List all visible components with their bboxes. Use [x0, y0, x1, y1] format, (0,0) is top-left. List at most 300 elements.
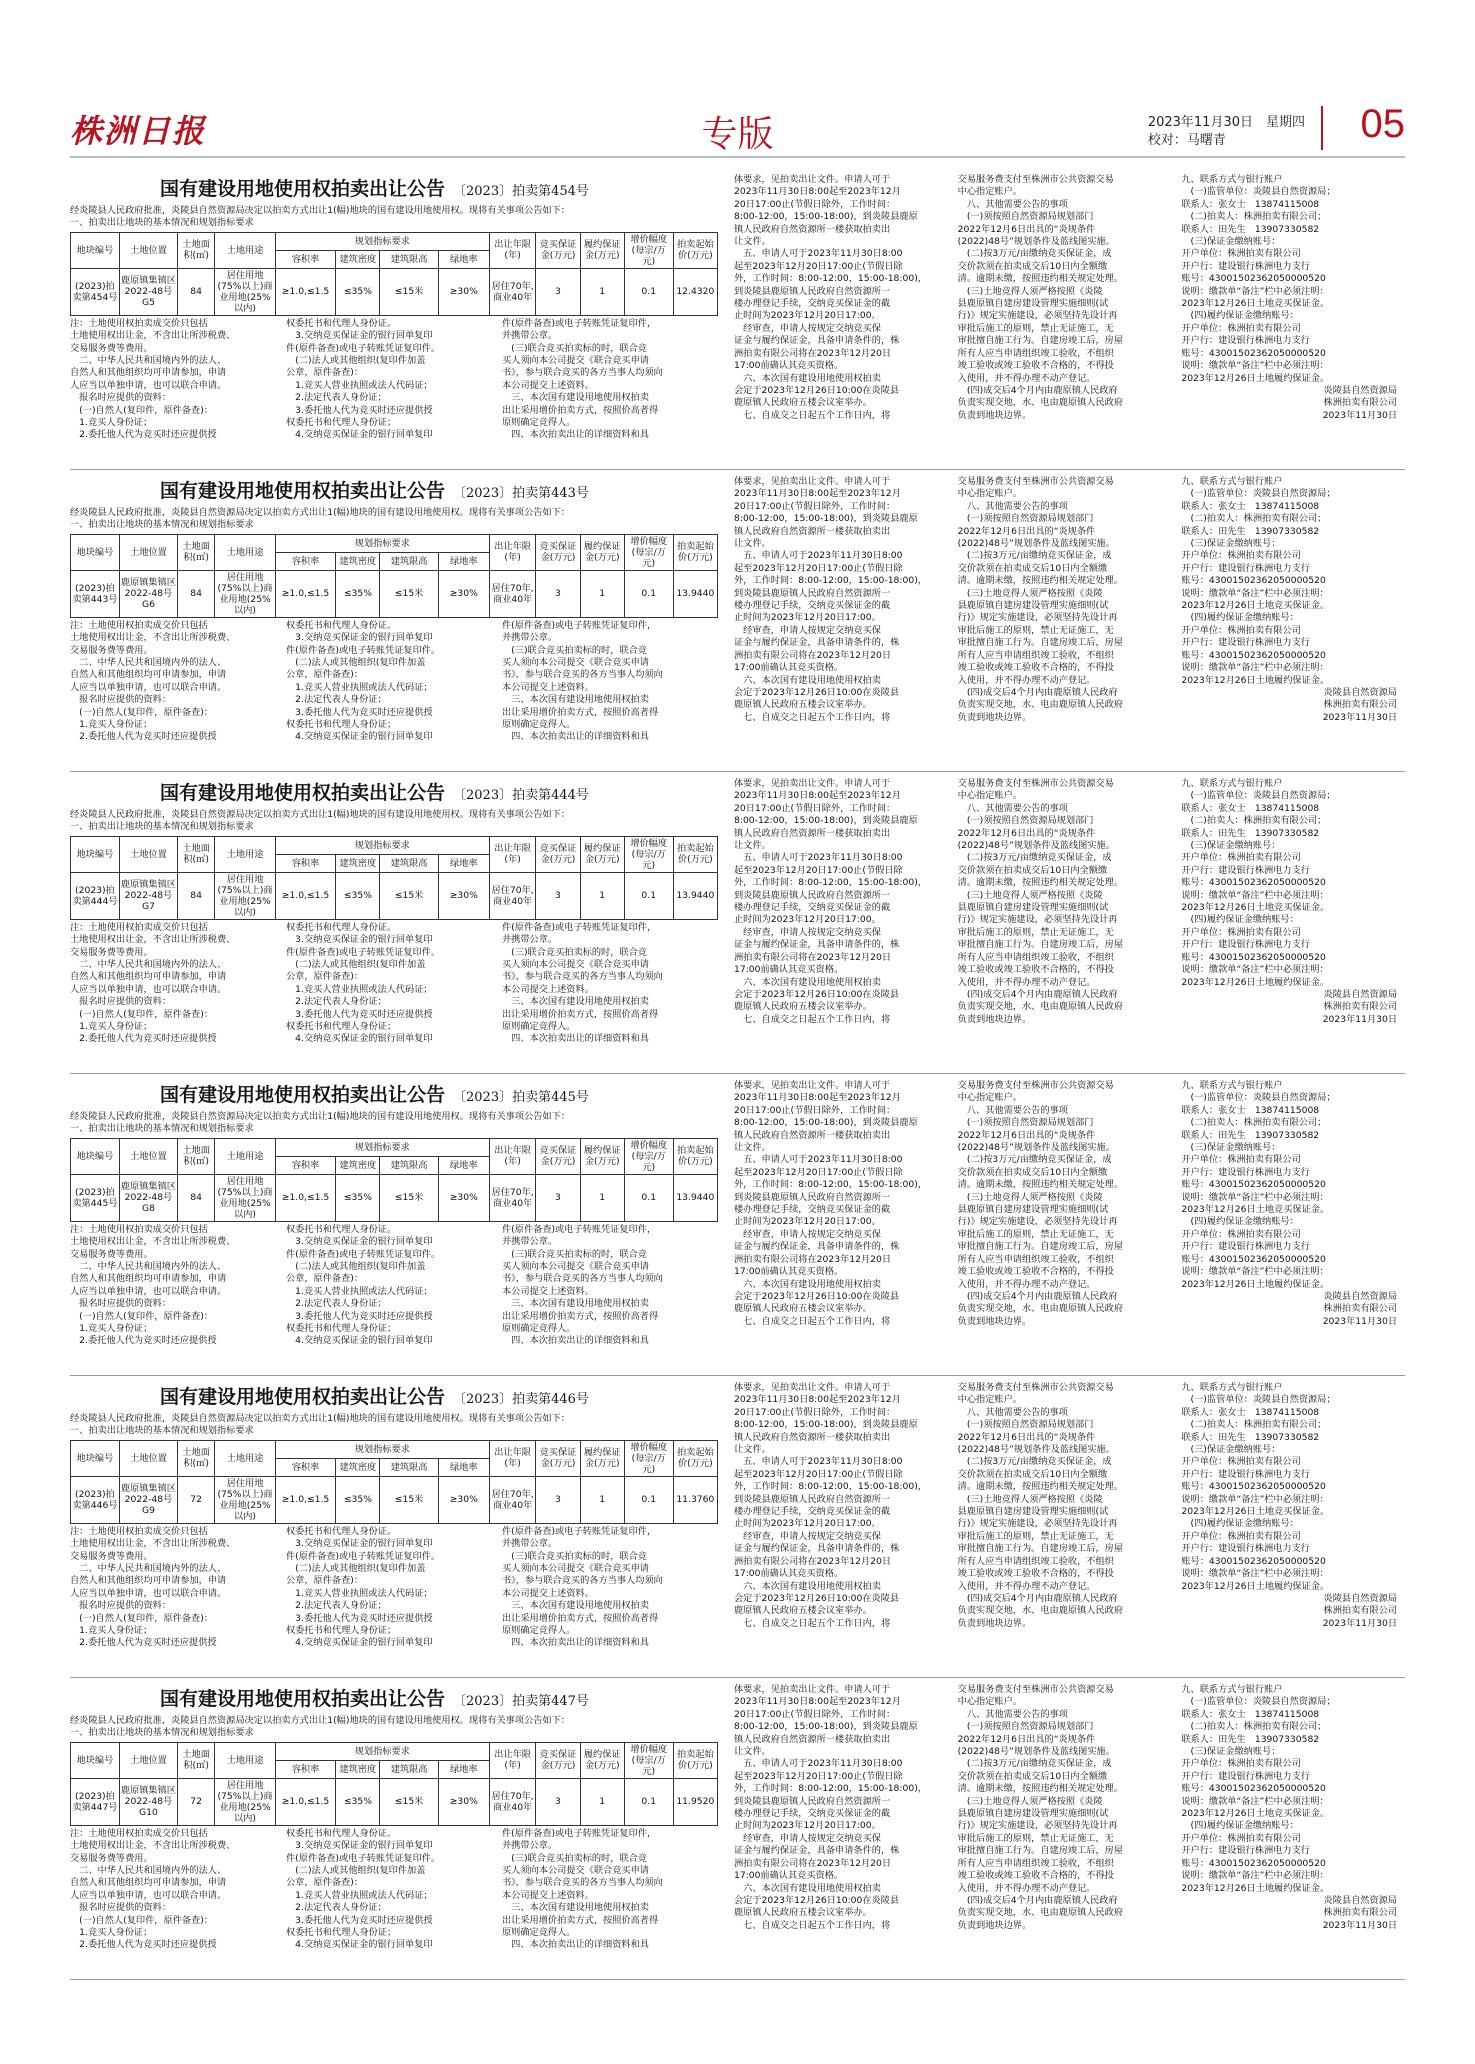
text-line: 2.法定代表人身份证；	[286, 694, 387, 706]
text-line: 17:00前确认其竞买资格。	[734, 662, 844, 674]
text-line: 中心指定账户。	[957, 1394, 1022, 1406]
notice-intro: 经炎陵县人民政府批准，炎陵县自然资源局决定以拍卖方式出让1(幅)地块的国有建设用地使用权。现将有关事项公告如下：	[70, 809, 570, 820]
text-line: 开户行：建设银行株洲电力支行	[1181, 637, 1310, 649]
table-cell: ≤15米	[380, 1174, 438, 1221]
table-header-cell: 竞买保证金(万元)	[536, 1440, 580, 1476]
text-line: 3.委托他人代为竞买时还应提供授	[286, 706, 433, 718]
text-line: 买人须向本公司提交《联合竞买申请	[502, 657, 649, 669]
table-header-cell: 拍卖起始价(万元)	[673, 836, 717, 872]
table-cell: 鹿原镇集镇区2022-48号G9	[119, 1476, 177, 1523]
text-line: 自然人和其他组织均可申请参加，申请	[70, 971, 227, 983]
text-line: 8:00-12:00，15:00-18:00)，到炎陵县鹿原	[734, 1117, 918, 1129]
signature-line: 株洲拍卖有限公司	[1323, 699, 1398, 711]
text-line: (二)拍卖人：株洲拍卖有限公司；	[1181, 1117, 1327, 1129]
text-line: 土地使用权出让金，不含出让所涉税费、	[70, 330, 236, 342]
text-line: 二、中华人民共和国境内外的法人、	[70, 1261, 227, 1273]
table-cell: 0.1	[624, 1174, 673, 1221]
text-line: 五、申请人可于2023年11月30日8:00	[734, 1456, 903, 1468]
text-column	[70, 1828, 286, 1952]
signature-line: 2023年11月30日	[1322, 409, 1398, 421]
text-line: (四)成交后4个月内由鹿原镇人民政府	[957, 1290, 1118, 1302]
table-header-cell: 履约保证金(万元)	[580, 836, 624, 872]
text-line: 五、申请人可于2023年11月30日8:00	[734, 852, 903, 864]
text-line: 2.委托他人代为竞买时还应提供授	[70, 1939, 217, 1951]
text-line: 外，工作时间：8:00-12:00，15:00-18:00)，	[734, 1783, 927, 1795]
text-line: 开户单位：株洲拍卖有限公司	[1181, 1456, 1301, 1468]
text-line: 三、本次国有建设用地使用权拍卖	[502, 996, 649, 1008]
table-row	[71, 872, 718, 919]
table-header-cell: 地块编号	[71, 1440, 120, 1476]
text-line: 并携带公章。	[502, 1236, 558, 1248]
text-line: 说明：缴款单“备注”栏中必须注明：	[1181, 964, 1329, 976]
text-line: 八、其他需要公告的事项	[957, 1406, 1068, 1418]
text-line: (一)监管单位：炎陵县自然资源局；	[1181, 488, 1336, 500]
text-line: 2.委托他人代为竞买时还应提供授	[70, 429, 217, 441]
table-header-cell: 竞买保证金(万元)	[536, 1742, 580, 1778]
table-cell: 居住70年,商业40年	[489, 1778, 536, 1825]
signature-line: 2023年11月30日	[1322, 1617, 1398, 1629]
text-line: 件(原件备查)或电子转账凭证复印件，	[502, 1525, 657, 1537]
text-line: 四、本次拍卖出让的详细资料和具	[502, 1637, 649, 1649]
text-column	[1181, 1684, 1405, 1932]
text-line: 楼办理登记手续，交纳竞买保证金的截	[734, 1506, 891, 1518]
text-line: 九、联系方式与银行账户	[1181, 174, 1283, 185]
text-line: 2023年12月26日土地竞买保证金。	[1181, 1506, 1330, 1518]
table-header-cell: 土地位置	[119, 836, 177, 872]
text-line: 原则确定竞得人。	[502, 1021, 576, 1033]
text-line: 20日17:00止(节假日除外，工作时间：	[734, 1708, 896, 1720]
text-line: 账号：43001502362050000520	[1181, 1783, 1326, 1795]
text-line: 3.委托他人代为竞买时还应提供授	[286, 1612, 433, 1624]
text-line: (三)土地竞得人须严格按照《炎陵	[957, 1795, 1103, 1807]
text-line: 书》，参与联合竞买的各方当事人均须向	[502, 1877, 663, 1889]
table-cell: 居住用地(75%以上)商业用地(25%以内)	[215, 570, 276, 617]
text-line: 人应当以单独申请，也可以联合申请。	[70, 379, 227, 391]
text-line: 件(原件备查)或电子转账凭证复印件。	[286, 342, 441, 354]
text-line: 17:00前确认其竞买资格。	[734, 1870, 844, 1882]
text-line: 账号：43001502362050000520	[1181, 273, 1326, 285]
table-cell: 居住70年,商业40年	[489, 570, 536, 617]
text-line: 竣工验收或竣工验收不合格的，不得投	[957, 1266, 1114, 1278]
text-line: 四、本次拍卖出让的详细资料和具	[502, 1033, 649, 1045]
text-line: 审批后施工的原则，禁止无证施工，无	[957, 322, 1114, 334]
table-cell: 3	[536, 1476, 580, 1523]
text-line: 2023年12月26日土地履约保证金。	[1181, 1882, 1330, 1894]
text-column	[958, 1382, 1182, 1630]
notice-title	[70, 1080, 718, 1107]
text-line: 3.交纳竞买保证金的银行回单复印	[286, 1538, 433, 1550]
text-line: 原则确定竞得人。	[502, 417, 576, 429]
text-line: 书》，参与联合竞买的各方当事人均须向	[502, 367, 663, 379]
text-line: 入使用，并不得办理不动产登记。	[957, 1882, 1096, 1894]
text-line: 2023年12月26日土地履约保证金。	[1181, 976, 1330, 988]
text-line: 开户行：建设银行株洲电力支行	[1181, 1845, 1310, 1857]
text-line: 20日17:00止(节假日除外，工作时间：	[734, 198, 896, 210]
notice-left-column	[70, 1080, 718, 1348]
table-cell: ≤35%	[336, 1778, 380, 1825]
text-line: 20日17:00止(节假日除外，工作时间：	[734, 1104, 896, 1116]
text-line: 账号：43001502362050000520	[1181, 347, 1326, 359]
text-column	[958, 1684, 1182, 1932]
notice-section-heading: 一、拍卖出让地块的基本情况和规划指标要求	[70, 519, 254, 531]
text-line: 行)》规定实施建设，必须坚持先设计再	[957, 310, 1118, 322]
text-line: 三、本次国有建设用地使用权拍卖	[502, 392, 649, 404]
table-header-cell: 地块编号	[71, 534, 120, 570]
table-cell: 1	[580, 872, 624, 919]
text-line: 负责到地块边界。	[957, 1617, 1032, 1629]
table-cell: (2023)拍卖第447号	[71, 1778, 120, 1825]
notice-right-column	[734, 174, 1405, 422]
notice-title	[70, 778, 718, 805]
text-line: (二)按3万元/亩缴纳竞买保证金，成	[957, 852, 1112, 864]
text-line: 2022年12月6日出具的“炎规条件	[957, 827, 1096, 839]
table-cell: 居住用地(75%以上)商业用地(25%以内)	[215, 1174, 276, 1221]
text-line: 负责到地块边界。	[957, 711, 1032, 723]
table-cell: 3	[536, 872, 580, 919]
text-line: (二)拍卖人：株洲拍卖有限公司；	[1181, 513, 1327, 525]
text-line: 九、联系方式与银行账户	[1181, 1080, 1283, 1091]
text-line: (二)按3万元/亩缴纳竞买保证金，成	[957, 1758, 1112, 1770]
text-line: 1.竞买人营业执照或法人代码证；	[286, 1285, 433, 1297]
text-line: 买人须向本公司提交《联合竞买申请	[502, 1865, 649, 1877]
text-line: 会定于2023年12月26日10:00在炎陵县	[734, 1592, 900, 1604]
text-line: 书》，参与联合竞买的各方当事人均须向	[502, 669, 663, 681]
text-line: 行)》规定实施建设，必须坚持先设计再	[957, 612, 1118, 624]
notice-section-heading: 一、拍卖出让地块的基本情况和规划指标要求	[70, 1727, 254, 1739]
text-line: (一)自然人(复印件，原件备查)：	[70, 1310, 213, 1322]
text-line: 二、中华人民共和国境内外的法人、	[70, 1563, 227, 1575]
text-line: 中心指定账户。	[957, 488, 1022, 500]
text-line: (一)监管单位：炎陵县自然资源局；	[1181, 1092, 1336, 1104]
text-line: (三)土地竞得人须严格按照《炎陵	[957, 285, 1103, 297]
table-header-cell: 地块编号	[71, 1742, 120, 1778]
text-line: 说明：缴款单“备注”栏中必须注明：	[1181, 285, 1329, 297]
text-line: 账号：43001502362050000520	[1181, 1253, 1326, 1265]
text-line: 20日17:00止(节假日除外，工作时间：	[734, 802, 896, 814]
text-line: 入使用，并不得办理不动产登记。	[957, 976, 1096, 988]
text-line: 自然人和其他组织均可申请参加，申请	[70, 669, 227, 681]
text-line: 说明：缴款单“备注”栏中必须注明：	[1181, 889, 1329, 901]
text-column	[734, 1684, 958, 1932]
text-line: 1.竞买人身份证；	[70, 1021, 153, 1033]
text-line: 让文件。	[734, 538, 771, 550]
text-line: 负责实现交地，水、电由鹿原镇人民政府	[957, 397, 1124, 409]
text-line: 1.竞买人身份证；	[70, 417, 153, 429]
table-row	[71, 570, 718, 617]
text-line: 并携带公章。	[502, 1538, 558, 1550]
signature-line: 2023年11月30日	[1322, 1013, 1398, 1025]
text-line: 竣工验收或竣工验收不合格的，不得投	[957, 360, 1114, 372]
text-line: 开户单位：株洲拍卖有限公司	[1181, 1228, 1301, 1240]
text-line: 4.交纳竞买保证金的银行回单复印	[286, 1335, 433, 1347]
text-line: 让文件。	[734, 840, 771, 852]
text-line: 账号：43001502362050000520	[1181, 1857, 1326, 1869]
text-line: (二)拍卖人：株洲拍卖有限公司；	[1181, 211, 1327, 223]
table-header-cell: 竞买保证金(万元)	[536, 534, 580, 570]
table-cell: (2023)拍卖第454号	[71, 268, 120, 315]
table-header-cell: 土地面积(㎡)	[178, 1138, 215, 1174]
text-column	[286, 1526, 502, 1650]
text-column	[734, 476, 958, 724]
text-line: (四)成交后4个月内由鹿原镇人民政府	[957, 384, 1118, 396]
text-line: 中心指定账户。	[957, 1696, 1022, 1708]
table-cell: ≤35%	[336, 1476, 380, 1523]
signature-line: 2023年11月30日	[1322, 711, 1398, 723]
text-line: 8:00-12:00，15:00-18:00)，到炎陵县鹿原	[734, 211, 918, 223]
text-line: 开户行：建设银行株洲电力支行	[1181, 1166, 1310, 1178]
text-line: 件(原件备查)或电子转账凭证复印件，	[502, 1827, 657, 1839]
table-cell: 3	[536, 570, 580, 617]
text-line: (一)自然人(复印件，原件备查)：	[70, 1612, 213, 1624]
table-subheader-cell: 容积率	[275, 1156, 336, 1174]
table-header-cell: 出让年限(年)	[489, 1440, 536, 1476]
table-header-cell: 增价幅度(每宗/万元)	[624, 1742, 673, 1778]
text-line: 七、自成交之日起五个工作日内，将	[734, 1013, 891, 1025]
text-line: 经审查，申请人按规定交纳竞买保	[734, 926, 881, 938]
text-line: 洲拍卖有限公司将在2023年12月20日	[734, 951, 892, 963]
text-line: (一)须按照自然资源局规划部门	[957, 1117, 1094, 1129]
text-line: 权委托书和代理人身份证。	[286, 619, 397, 631]
text-column	[502, 922, 718, 1046]
signature-line: 株洲拍卖有限公司	[1323, 1303, 1398, 1315]
table-cell: 84	[178, 1174, 215, 1221]
issue-date: 2023年11月30日 星期四	[1147, 115, 1305, 130]
signature-line: 炎陵县自然资源局	[1323, 384, 1398, 396]
notice-body-right	[734, 1382, 1405, 1630]
table-cell: 11.9520	[673, 1778, 717, 1825]
text-line: 洲拍卖有限公司将在2023年12月20日	[734, 1253, 892, 1265]
table-subheader-cell: 建筑密度	[336, 1156, 380, 1174]
table-cell: ≤35%	[336, 268, 380, 315]
text-line: (四)成交后4个月内由鹿原镇人民政府	[957, 686, 1118, 698]
text-line: 报名时应提供的资料：	[70, 1902, 172, 1914]
text-line: 鹿原镇人民政府五楼会议室举办。	[734, 1001, 872, 1013]
text-line: 交价款须在拍卖成交后10日内全额缴	[957, 1166, 1108, 1178]
table-cell: ≥1.0,≤1.5	[275, 268, 336, 315]
text-line: 审批擅自施工行为。自建房竣工后，房屋	[957, 335, 1124, 347]
text-line: 开户行：建设银行株洲电力支行	[1181, 939, 1310, 951]
text-line: (一)自然人(复印件，原件备查)：	[70, 404, 213, 416]
text-line: 联系人：田先生 13907330582	[1181, 1129, 1320, 1141]
text-line: (2022)48号”规划条件及蓝线图实施。	[957, 236, 1115, 248]
text-line: 注：土地使用权拍卖成交价只包括	[70, 1827, 208, 1839]
text-line: 行)》规定实施建设，必须坚持先设计再	[957, 1216, 1118, 1228]
text-column	[502, 318, 718, 442]
text-line: 所有人应当申请组织竣工验收，不组织	[957, 1555, 1114, 1567]
text-line: 20日17:00止(节假日除外，工作时间：	[734, 1406, 896, 1418]
text-line: (三)联合竞买拍卖标的时，联合竞	[502, 1852, 647, 1864]
text-line: 交易服务费等费用。	[70, 946, 153, 958]
text-line: (四)履约保证金缴纳账号：	[1181, 914, 1299, 926]
text-line: 开户行：建设银行株洲电力支行	[1181, 1543, 1310, 1555]
text-line: 到炎陵县鹿原镇人民政府自然资源所一	[734, 587, 891, 599]
table-header-cell: 竞买保证金(万元)	[536, 1138, 580, 1174]
text-line: 清。逾期未缴，按照违约相关规定处理。	[957, 1179, 1124, 1191]
table-subheader-cell: 绿地率	[438, 250, 489, 268]
table-header-cell: 规划指标要求	[275, 232, 489, 250]
parcel-table	[70, 1440, 718, 1524]
signature-line: 2023年11月30日	[1322, 1919, 1398, 1931]
table-header-cell: 土地用途	[215, 836, 276, 872]
text-line: 2023年11月30日8:00起至2023年12月	[734, 186, 901, 198]
table-cell: ≤15米	[380, 570, 438, 617]
table-cell: (2023)拍卖第443号	[71, 570, 120, 617]
table-cell: 居住用地(75%以上)商业用地(25%以内)	[215, 872, 276, 919]
table-cell: 鹿原镇集镇区2022-48号G5	[119, 268, 177, 315]
text-line: (二)法人或其他组织(复印件加盖	[286, 355, 426, 367]
table-cell: ≤35%	[336, 872, 380, 919]
text-line: (三)土地竞得人须严格按照《炎陵	[957, 1493, 1103, 1505]
text-line: (二)法人或其他组织(复印件加盖	[286, 657, 426, 669]
text-line: 审批擅自施工行为。自建房竣工后，房屋	[957, 1543, 1124, 1555]
text-line: 洲拍卖有限公司将在2023年12月20日	[734, 649, 892, 661]
notice-body-left	[70, 922, 718, 1046]
notice-intro: 经炎陵县人民政府批准，炎陵县自然资源局决定以拍卖方式出让1(幅)地块的国有建设用地使用权。现将有关事项公告如下：	[70, 205, 570, 216]
notice-left-column	[70, 1684, 718, 1952]
table-subheader-cell: 容积率	[275, 854, 336, 872]
text-column	[958, 778, 1182, 1026]
table-subheader-cell: 绿地率	[438, 1760, 489, 1778]
text-line: 六、本次国有建设用地使用权拍卖	[734, 1278, 881, 1290]
text-line: 会定于2023年12月26日10:00在炎陵县	[734, 384, 900, 396]
text-column	[286, 1224, 502, 1348]
table-row	[71, 1174, 718, 1221]
text-line: 负责到地块边界。	[957, 1013, 1032, 1025]
table-cell: (2023)拍卖第445号	[71, 1174, 120, 1221]
table-header-cell: 拍卖起始价(万元)	[673, 1742, 717, 1778]
table-cell: (2023)拍卖第446号	[71, 1476, 120, 1523]
table-cell: ≥1.0,≤1.5	[275, 570, 336, 617]
text-line: 二、中华人民共和国境内外的法人、	[70, 1865, 227, 1877]
signature-line: 炎陵县自然资源局	[1323, 1894, 1398, 1906]
table-header-cell: 增价幅度(每宗/万元)	[624, 534, 673, 570]
text-line: 权委托书和代理人身份证；	[286, 1021, 397, 1033]
table-subheader-cell: 建筑密度	[336, 552, 380, 570]
text-line: 审批后施工的原则，禁止无证施工，无	[957, 926, 1114, 938]
table-header-cell: 土地用途	[215, 534, 276, 570]
text-line: 3.交纳竞买保证金的银行回单复印	[286, 330, 433, 342]
text-line: 公章，原件备查)：	[286, 367, 364, 379]
text-line: 公章，原件备查)：	[286, 971, 364, 983]
text-line: 鹿原镇人民政府五楼会议室举办。	[734, 1605, 872, 1617]
table-header-cell: 土地位置	[119, 1138, 177, 1174]
text-line: 清。逾期未缴，按照违约相关规定处理。	[957, 273, 1124, 285]
text-line: 外，工作时间：8:00-12:00，15:00-18:00)，	[734, 877, 927, 889]
table-cell: 72	[178, 1778, 215, 1825]
parcel-table	[70, 232, 718, 316]
notice-body-right	[734, 476, 1405, 724]
notice-body-right	[734, 1080, 1405, 1328]
text-line: 8:00-12:00，15:00-18:00)，到炎陵县鹿原	[734, 1419, 918, 1431]
text-line: 20日17:00止(节假日除外，工作时间：	[734, 500, 896, 512]
text-line: (二)按3万元/亩缴纳竞买保证金，成	[957, 248, 1112, 260]
text-line: 报名时应提供的资料：	[70, 996, 172, 1008]
notice-number: 〔2023〕拍卖第454号	[453, 184, 589, 199]
text-line: (三)土地竞得人须严格按照《炎陵	[957, 587, 1103, 599]
text-line: 起至2023年12月20日17:00止(节假日除	[734, 1468, 903, 1480]
table-cell: 居住70年,商业40年	[489, 872, 536, 919]
table-cell: 居住用地(75%以上)商业用地(25%以内)	[215, 1778, 276, 1825]
text-line: (一)自然人(复印件，原件备查)：	[70, 706, 213, 718]
text-line: 起至2023年12月20日17:00止(节假日除	[734, 1770, 903, 1782]
text-line: (一)须按照自然资源局规划部门	[957, 815, 1094, 827]
text-line: 并携带公章。	[502, 1840, 558, 1852]
text-line: 经审查，申请人按规定交纳竞买保	[734, 1530, 881, 1542]
text-line: 负责实现交地，水、电由鹿原镇人民政府	[957, 1605, 1124, 1617]
text-line: 到炎陵县鹿原镇人民政府自然资源所一	[734, 1191, 891, 1203]
notice-body-left	[70, 318, 718, 442]
text-line: 8:00-12:00，15:00-18:00)，到炎陵县鹿原	[734, 815, 918, 827]
text-line: 2.委托他人代为竞买时还应提供授	[70, 1637, 217, 1649]
text-line: 楼办理登记手续，交纳竞买保证金的截	[734, 600, 891, 612]
table-header-cell: 土地面积(㎡)	[178, 836, 215, 872]
text-line: 联系人：张女士 13874115008	[1181, 198, 1320, 210]
text-line: 经审查，申请人按规定交纳竞买保	[734, 322, 881, 334]
text-line: 八、其他需要公告的事项	[957, 1104, 1068, 1116]
text-line: 出让采用增价拍卖方式，按照价高者得	[502, 1914, 659, 1926]
text-line: 入使用，并不得办理不动产登记。	[957, 372, 1096, 384]
text-line: 原则确定竞得人。	[502, 1625, 576, 1637]
notice-right-column	[734, 778, 1405, 1026]
text-line: 交易服务费等费用。	[70, 1550, 153, 1562]
text-line: 交价款须在拍卖成交后10日内全额缴	[957, 260, 1108, 272]
text-line: 土地使用权出让金，不含出让所涉税费、	[70, 632, 236, 644]
text-line: 楼办理登记手续，交纳竞买保证金的截	[734, 1204, 891, 1216]
notice-6	[70, 1678, 1405, 1980]
text-line: 交价款须在拍卖成交后10日内全额缴	[957, 562, 1108, 574]
text-line: 让文件。	[734, 1142, 771, 1154]
text-line: (二)法人或其他组织(复印件加盖	[286, 1865, 426, 1877]
notice-body-right	[734, 174, 1405, 422]
text-line: 所有人应当申请组织竣工验收，不组织	[957, 1253, 1114, 1265]
text-line: 会定于2023年12月26日10:00在炎陵县	[734, 686, 900, 698]
table-cell: 1	[580, 268, 624, 315]
notice-title-text: 国有建设用地使用权拍卖出让公告	[160, 782, 446, 804]
text-line: 注：土地使用权拍卖成交价只包括	[70, 1223, 208, 1235]
text-line: (一)监管单位：炎陵县自然资源局；	[1181, 186, 1336, 198]
text-line: 人应当以单独申请，也可以联合申请。	[70, 1587, 227, 1599]
text-line: 开户行：建设银行株洲电力支行	[1181, 1770, 1310, 1782]
text-line: 让文件。	[734, 236, 771, 248]
text-column	[286, 318, 502, 442]
table-cell: 0.1	[624, 1476, 673, 1523]
table-cell: 13.9440	[673, 570, 717, 617]
table-header-cell: 土地面积(㎡)	[178, 1440, 215, 1476]
text-line: 本公司提交上述资料。	[502, 379, 594, 391]
notice-right-column	[734, 476, 1405, 724]
text-line: 开户单位：株洲拍卖有限公司	[1181, 550, 1301, 562]
text-line: 账号：43001502362050000520	[1181, 575, 1326, 587]
text-line: 会定于2023年12月26日10:00在炎陵县	[734, 1894, 900, 1906]
text-line: 止时间为2023年12月20日17:00。	[734, 1820, 881, 1832]
text-line: 开户行：建设银行株洲电力支行	[1181, 260, 1310, 272]
text-line: (三)联合竞买拍卖标的时，联合竞	[502, 644, 647, 656]
text-line: 六、本次国有建设用地使用权拍卖	[734, 1580, 881, 1592]
text-line: 本公司提交上述资料。	[502, 1889, 594, 1901]
text-line: 五、申请人可于2023年11月30日8:00	[734, 1154, 903, 1166]
table-header-cell: 土地位置	[119, 534, 177, 570]
text-line: 三、本次国有建设用地使用权拍卖	[502, 694, 649, 706]
table-cell: (2023)拍卖第444号	[71, 872, 120, 919]
text-line: 2022年12月6日出具的“炎规条件	[957, 1129, 1096, 1141]
table-subheader-cell: 容积率	[275, 1760, 336, 1778]
text-line: 2.法定代表人身份证；	[286, 1298, 387, 1310]
text-line: 件(原件备查)或电子转账凭证复印件。	[286, 1852, 441, 1864]
text-line: 让文件。	[734, 1444, 771, 1456]
text-line: 联系人：张女士 13874115008	[1181, 802, 1320, 814]
notice-right-column	[734, 1684, 1405, 1932]
table-cell: 1	[580, 570, 624, 617]
